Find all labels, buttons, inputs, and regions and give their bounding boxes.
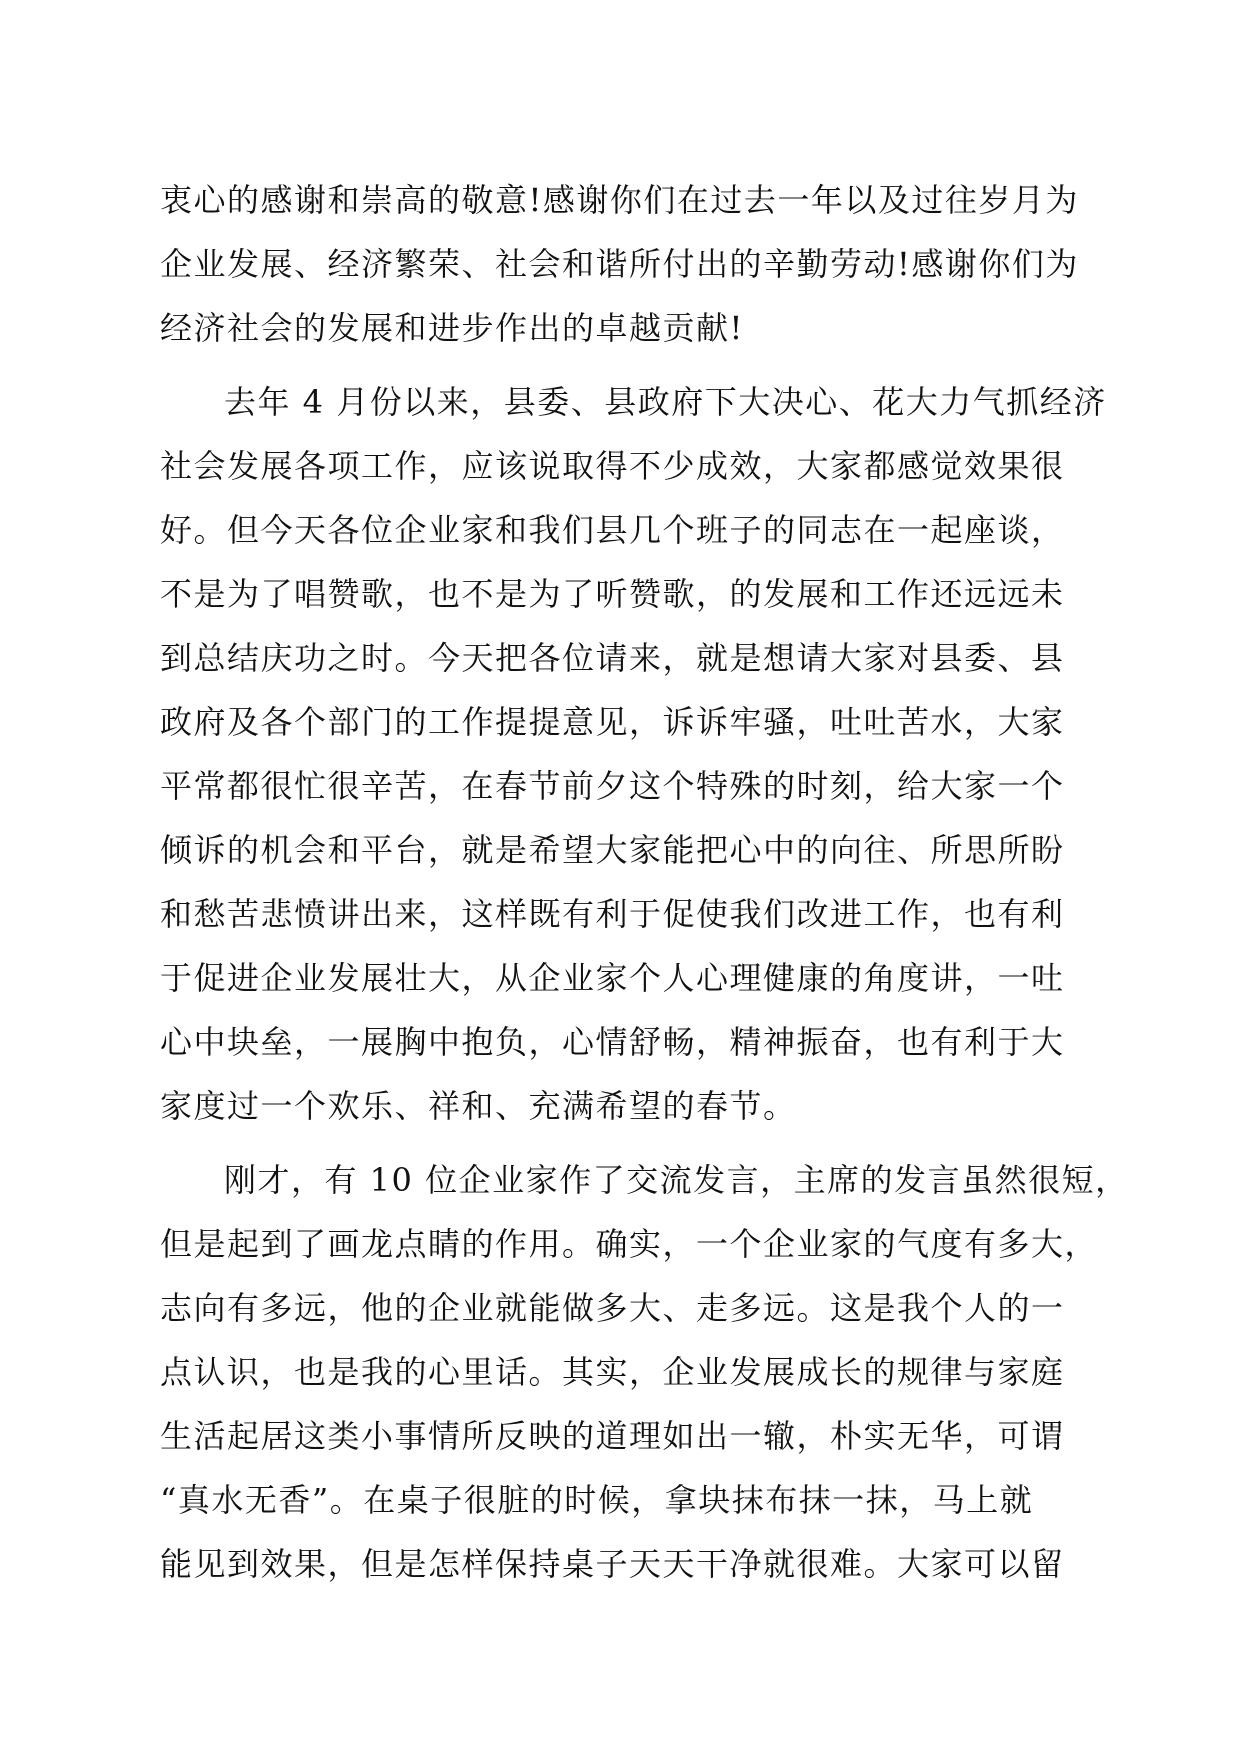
paragraph-2-line-8: 倾诉的机会和平台，就是希望大家能把心中的向往、所思所盼 bbox=[160, 831, 1065, 869]
paragraph-2-line-4: 不是为了唱赞歌，也不是为了听赞歌，的发展和工作还远远未 bbox=[160, 575, 1065, 613]
document-body bbox=[160, 168, 1129, 1596]
paragraph-1-line-1: 衷心的感谢和崇高的敬意!感谢你们在过去一年以及过往岁月为 bbox=[160, 181, 1079, 219]
paragraph-2-line-1: 去年 4 月份以来，县委、县政府下大决心、花大力气抓经济 bbox=[224, 383, 1107, 421]
paragraph-3-line-2: 但是起到了画龙点睛的作用。确实，一个企业家的气度有多大， bbox=[160, 1225, 1099, 1263]
paragraph-3-line-5: 生活起居这类小事情所反映的道理如出一辙，朴实无华，可谓 bbox=[160, 1417, 1065, 1455]
paragraph-2-line-12: 家度过一个欢乐、祥和、充满希望的春节。 bbox=[160, 1087, 797, 1125]
paragraph-3-line-6: “真水无香”。在桌子很脏的时候，拿块抹布抹一抹，马上就 bbox=[160, 1481, 1034, 1519]
paragraph-2-line-9: 和愁苦悲愤讲出来，这样既有利于促使我们改进工作，也有利 bbox=[160, 895, 1065, 933]
paragraph-3-line-4: 点认识，也是我的心里话。其实，企业发展成长的规律与家庭 bbox=[160, 1353, 1065, 1391]
paragraph-1-line-2: 企业发展、经济繁荣、社会和谐所付出的辛勤劳动!感谢你们为 bbox=[160, 245, 1079, 283]
paragraph-2-line-10: 于促进企业发展壮大，从企业家个人心理健康的角度讲，一吐 bbox=[160, 959, 1065, 997]
paragraph-3-line-3: 志向有多远，他的企业就能做多大、走多远。这是我个人的一 bbox=[160, 1289, 1065, 1327]
paragraph-2-line-11: 心中块垒，一展胸中抱负，心情舒畅，精神振奋，也有利于大 bbox=[160, 1023, 1065, 1061]
paragraph-2-line-3: 好。但今天各位企业家和我们县几个班子的同志在一起座谈， bbox=[160, 511, 1065, 549]
paragraph-2-line-5: 到总结庆功之时。今天把各位请来，就是想请大家对县委、县 bbox=[160, 639, 1065, 677]
paragraph-3-line-1: 刚才，有 10 位企业家作了交流发言，主席的发言虽然很短， bbox=[224, 1161, 1129, 1199]
paragraph-2-line-7: 平常都很忙很辛苦，在春节前夕这个特殊的时刻，给大家一个 bbox=[160, 767, 1065, 805]
paragraph-1-line-3: 经济社会的发展和进步作出的卓越贡献! bbox=[160, 309, 744, 347]
paragraph-3-line-7: 能见到效果，但是怎样保持桌子天天干净就很难。大家可以留 bbox=[160, 1545, 1065, 1583]
paragraph-2-line-6: 政府及各个部门的工作提提意见，诉诉牢骚，吐吐苦水，大家 bbox=[160, 703, 1065, 741]
paragraph-2-line-2: 社会发展各项工作，应该说取得不少成效，大家都感觉效果很 bbox=[160, 447, 1065, 485]
